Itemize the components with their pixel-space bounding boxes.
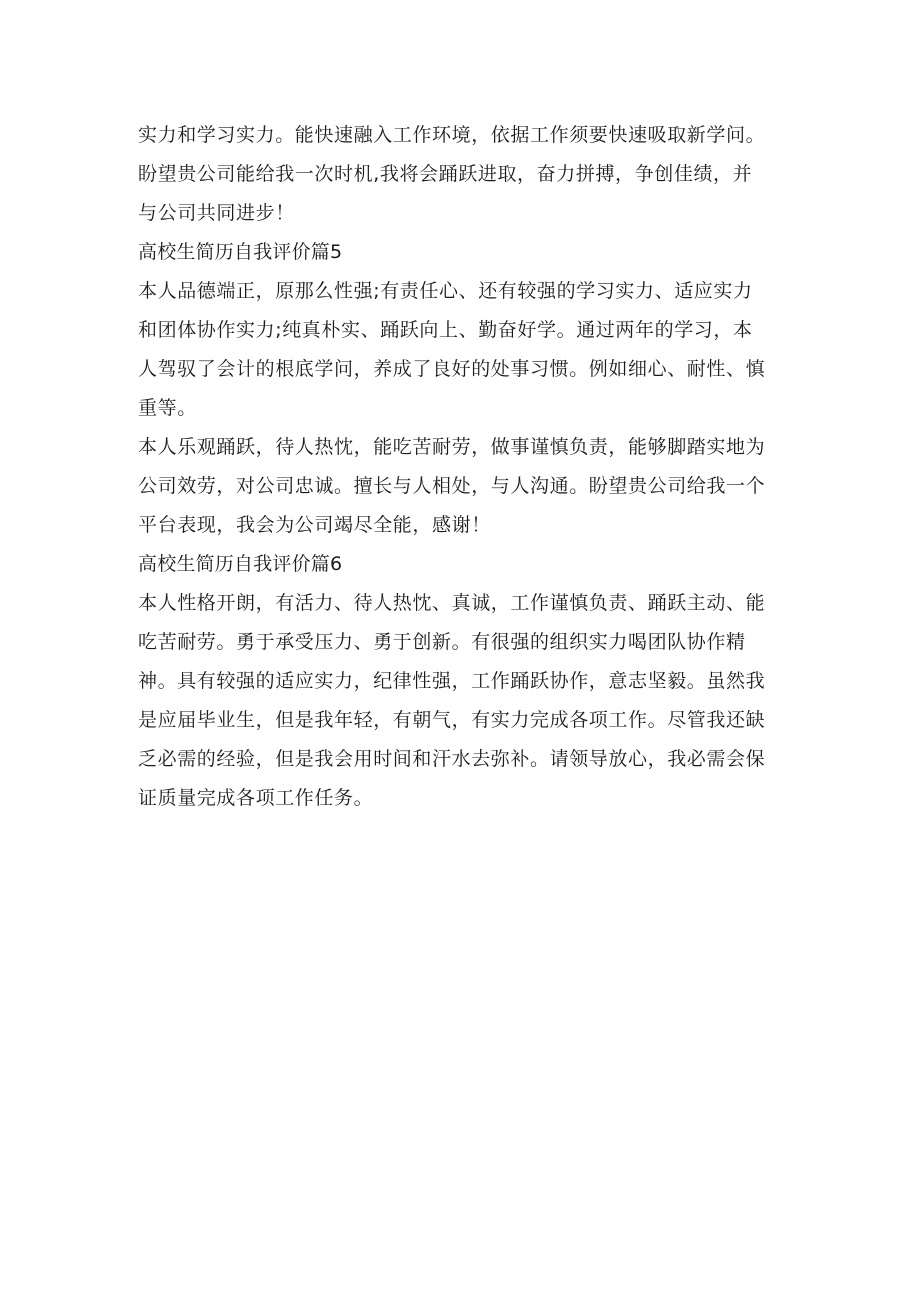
paragraph-line: 公司效劳，对公司忠诚。擅长与人相处，与人沟通。盼望贵公司给我一个 bbox=[138, 475, 766, 497]
paragraph-line: 本人品德端正，原那么性强;有责任心、还有较强的学习实力、适应实力 bbox=[138, 280, 753, 302]
paragraph-line: 平台表现，我会为公司竭尽全能，感谢！ bbox=[138, 514, 491, 536]
paragraph-line: 人驾驭了会计的根底学问，养成了良好的处事习惯。例如细心、耐性、慎 bbox=[138, 358, 766, 380]
paragraph-line: 本人性格开朗，有活力、待人热忱、真诚，工作谨慎负责、踊跃主动、能 bbox=[138, 592, 766, 614]
paragraph-line: 实力和学习实力。能快速融入工作环境，依据工作须要快速吸取新学问。 bbox=[138, 124, 766, 146]
paragraph-line: 盼望贵公司能给我一次时机,我将会踊跃进取，奋力拼搏，争创佳绩，并 bbox=[138, 163, 753, 185]
paragraph-line: 乏必需的经验，但是我会用时间和汗水去弥补。请领导放心，我必需会保 bbox=[138, 748, 766, 770]
section-heading: 高校生简历自我评价篇6 bbox=[138, 553, 343, 575]
paragraph-line: 本人乐观踊跃，待人热忱，能吃苦耐劳，做事谨慎负责，能够脚踏实地为 bbox=[138, 436, 766, 458]
paragraph-line: 神。具有较强的适应实力，纪律性强，工作踊跃协作，意志坚毅。虽然我 bbox=[138, 670, 766, 692]
paragraph-line: 与公司共同进步！ bbox=[138, 202, 295, 224]
paragraph-line: 吃苦耐劳。勇于承受压力、勇于创新。有很强的组织实力喝团队协作精 bbox=[138, 631, 746, 653]
paragraph-line: 是应届毕业生，但是我年轻，有朝气，有实力完成各项工作。尽管我还缺 bbox=[138, 709, 766, 731]
section-heading: 高校生简历自我评价篇5 bbox=[138, 241, 343, 263]
paragraph-line: 证质量完成各项工作任务。 bbox=[138, 787, 374, 809]
document-body bbox=[138, 116, 784, 818]
paragraph-line: 重等。 bbox=[138, 397, 197, 419]
paragraph-line: 和团体协作实力;纯真朴实、踊跃向上、勤奋好学。通过两年的学习，本 bbox=[138, 319, 753, 341]
